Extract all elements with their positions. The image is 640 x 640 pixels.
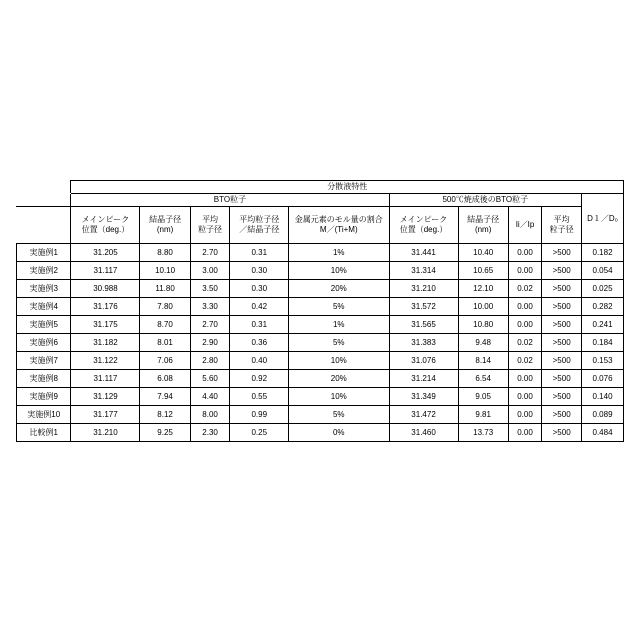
header-col-avg-particle-bto [190,207,230,244]
header-col-main-peak-calcined-l1: メインピーク [399,215,448,224]
table-cell: 31.383 [389,334,458,352]
table-cell: 12.10 [458,280,508,298]
table-cell: 0.02 [508,334,541,352]
table-cell: 0.00 [508,244,541,262]
table-cell: 31.117 [71,262,140,280]
table-cell: 8.70 [140,316,190,334]
table-cell: 5.60 [190,370,230,388]
table-cell: 0.00 [508,298,541,316]
table-cell: 1% [289,244,389,262]
row-label: 比較例1 [17,424,71,442]
table-cell: 0.30 [230,280,289,298]
table-cell: 31.572 [389,298,458,316]
header-col-crystallite-bto-l1: 結晶子径 [149,215,182,224]
table-cell: 2.90 [190,334,230,352]
table-cell: 11.80 [140,280,190,298]
table-cell: 31.122 [71,352,140,370]
header-col-ii-ip-l1: Ii／Ip [515,220,535,229]
table-cell: 8.80 [140,244,190,262]
table-cell: 5% [289,406,389,424]
table-cell: 2.70 [190,244,230,262]
table-cell: 31.210 [71,424,140,442]
header-col-crystallite-calcined-l1: 結晶子径 [467,215,500,224]
table-cell: 31.076 [389,352,458,370]
table-row [17,262,624,280]
table-cell: 31.182 [71,334,140,352]
header-col-crystallite-calcined [458,207,508,244]
table-cell: 1% [289,316,389,334]
table-cell: 0.054 [582,262,624,280]
table-cell: >500 [542,298,582,316]
table-cell: 31.472 [389,406,458,424]
header-col-ratio-bto-l2: ／結晶子径 [239,225,280,234]
table-cell: 2.30 [190,424,230,442]
table-cell: 0.92 [230,370,289,388]
table-cell: 8.14 [458,352,508,370]
table-cell: 0.30 [230,262,289,280]
header-group-bto-calcined: 500℃焼成後のBTO粒子 [389,194,582,207]
table-cell: >500 [542,424,582,442]
header-col-main-peak-calcined [389,207,458,244]
header-col-avg-particle-bto-l2: 粒子径 [198,225,223,234]
table-cell: 0.31 [230,244,289,262]
table-cell: 31.176 [71,298,140,316]
properties-table [16,180,624,442]
table-cell: 0.40 [230,352,289,370]
table-cell: 0.241 [582,316,624,334]
table-cell: 9.25 [140,424,190,442]
header-col-ii-ip [508,207,541,244]
table-row [17,352,624,370]
table-cell: 31.205 [71,244,140,262]
header-col-main-peak-bto-l1: メインピーク [81,215,130,224]
table-cell: 31.460 [389,424,458,442]
table-cell: 10.40 [458,244,508,262]
table-cell: >500 [542,334,582,352]
table-cell: 6.08 [140,370,190,388]
table-row [17,280,624,298]
table-cell: 0.00 [508,262,541,280]
row-label: 実施例1 [17,244,71,262]
table-cell: 31.314 [389,262,458,280]
table-row [17,406,624,424]
table-cell: 2.80 [190,352,230,370]
table-cell: 3.00 [190,262,230,280]
table-cell: 20% [289,280,389,298]
table-cell: 31.129 [71,388,140,406]
row-label: 実施例6 [17,334,71,352]
table-cell: 0.55 [230,388,289,406]
table-cell: >500 [542,406,582,424]
header-col-avg-particle-bto-l1: 平均 [202,215,219,224]
header-d1-d0 [582,194,624,244]
header-group-bto: BTO粒子 [71,194,389,207]
row-label: 実施例5 [17,316,71,334]
table-cell: 8.12 [140,406,190,424]
table-cell: >500 [542,316,582,334]
table-cell: 31.177 [71,406,140,424]
table-cell: 0.184 [582,334,624,352]
table-cell: 0.36 [230,334,289,352]
table-cell: 10% [289,352,389,370]
table-cell: 9.48 [458,334,508,352]
header-col-ratio-bto [230,207,289,244]
table-cell: 31.210 [389,280,458,298]
table-cell: >500 [542,352,582,370]
table-cell: 7.06 [140,352,190,370]
table-cell: 0.182 [582,244,624,262]
table-cell: >500 [542,388,582,406]
row-label: 実施例4 [17,298,71,316]
table-cell: 10% [289,262,389,280]
table-cell: 31.349 [389,388,458,406]
table-cell: 3.50 [190,280,230,298]
table-row [17,424,624,442]
header-d1-d0-label: D１／D₀ [587,213,618,223]
header-col-crystallite-bto-l2: (nm) [156,225,174,234]
data-table-container [16,180,624,442]
table-cell: 0.282 [582,298,624,316]
table-corner-cell-3 [17,207,71,244]
table-cell: 10.10 [140,262,190,280]
row-label: 実施例2 [17,262,71,280]
header-col-main-peak-bto-l2: 位置（deg.） [81,225,130,234]
table-cell: 31.117 [71,370,140,388]
row-label: 実施例3 [17,280,71,298]
table-cell: 0.140 [582,388,624,406]
header-dispersion-properties: 分散液特性 [71,181,624,194]
table-header-row-groups [17,194,624,207]
table-row [17,388,624,406]
table-row [17,244,624,262]
table-row [17,334,624,352]
table-cell: 0.00 [508,388,541,406]
header-col-crystallite-calcined-l2: (nm) [474,225,492,234]
table-cell: 10.00 [458,298,508,316]
header-col-metal-mol-ratio-l2: M／(Ti+M) [319,225,358,234]
table-cell: 8.01 [140,334,190,352]
table-row [17,370,624,388]
table-cell: 0% [289,424,389,442]
row-label: 実施例7 [17,352,71,370]
header-col-ratio-bto-l1: 平均粒子径 [239,215,280,224]
table-cell: 0.02 [508,352,541,370]
table-cell: 2.70 [190,316,230,334]
table-cell: 0.076 [582,370,624,388]
table-cell: >500 [542,262,582,280]
table-cell: 0.31 [230,316,289,334]
table-cell: 0.153 [582,352,624,370]
table-cell: 0.02 [508,280,541,298]
table-cell: >500 [542,280,582,298]
table-header-row-columns [17,207,624,244]
table-cell: 0.99 [230,406,289,424]
table-cell: 31.565 [389,316,458,334]
table-cell: 13.73 [458,424,508,442]
row-label: 実施例8 [17,370,71,388]
table-cell: 10.80 [458,316,508,334]
table-cell: 31.441 [389,244,458,262]
table-cell: 5% [289,298,389,316]
table-cell: >500 [542,370,582,388]
table-body [17,244,624,442]
header-col-metal-mol-ratio [289,207,389,244]
table-header-row-top [17,181,624,194]
table-cell: 3.30 [190,298,230,316]
table-cell: 7.80 [140,298,190,316]
row-label: 実施例10 [17,406,71,424]
table-cell: >500 [542,244,582,262]
table-cell: 30.988 [71,280,140,298]
table-corner-cell-2 [17,194,71,207]
table-cell: 6.54 [458,370,508,388]
table-cell: 31.214 [389,370,458,388]
table-cell: 0.484 [582,424,624,442]
table-cell: 0.089 [582,406,624,424]
header-col-main-peak-bto [71,207,140,244]
table-cell: 0.00 [508,424,541,442]
row-label: 実施例9 [17,388,71,406]
header-col-avg-particle-calcined-l2: 粒子径 [549,225,574,234]
header-col-avg-particle-calcined [542,207,582,244]
header-col-metal-mol-ratio-l1: 金属元素のモル量の割合 [294,215,383,224]
table-cell: 0.25 [230,424,289,442]
table-cell: 0.00 [508,316,541,334]
table-cell: 8.00 [190,406,230,424]
header-col-main-peak-calcined-l2: 位置（deg.） [399,225,448,234]
table-cell: 7.94 [140,388,190,406]
table-cell: 0.025 [582,280,624,298]
header-col-avg-particle-calcined-l1: 平均 [553,215,570,224]
table-cell: 10.65 [458,262,508,280]
table-cell: 4.40 [190,388,230,406]
table-cell: 0.00 [508,370,541,388]
header-col-crystallite-bto [140,207,190,244]
table-cell: 9.05 [458,388,508,406]
table-cell: 0.00 [508,406,541,424]
table-cell: 0.42 [230,298,289,316]
table-row [17,298,624,316]
table-corner-cell [17,181,71,194]
table-row [17,316,624,334]
table-cell: 10% [289,388,389,406]
table-cell: 31.175 [71,316,140,334]
table-cell: 20% [289,370,389,388]
table-cell: 5% [289,334,389,352]
table-cell: 9.81 [458,406,508,424]
